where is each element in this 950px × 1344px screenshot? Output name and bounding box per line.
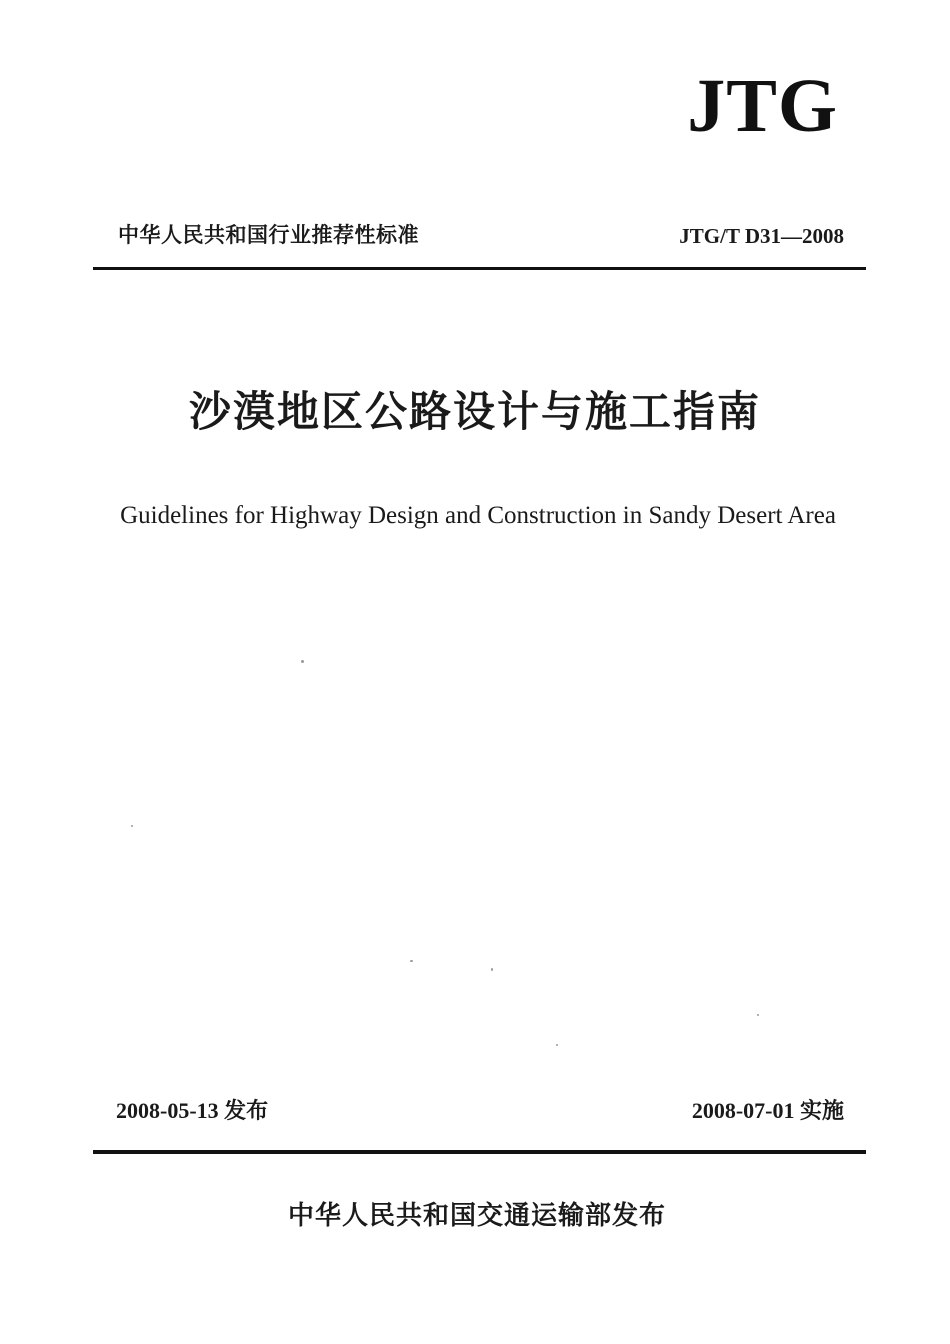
- top-divider: [93, 267, 866, 270]
- scan-speck: [410, 960, 413, 962]
- scan-speck: [491, 968, 493, 971]
- effective-date: 2008-07-01 实施: [691, 1098, 844, 1123]
- bottom-divider: [93, 1150, 866, 1154]
- standard-number: JTG/T D31—2008: [679, 224, 844, 248]
- jtg-logo: JTG: [687, 64, 838, 148]
- scan-speck: [131, 825, 133, 827]
- title-english: Guidelines for Highway Design and Construction in Sandy Desert Area: [120, 502, 836, 529]
- title-chinese: 沙漠地区公路设计与施工指南: [188, 387, 761, 436]
- publisher: 中华人民共和国交通运输部发布: [287, 1201, 666, 1231]
- scan-speck: [301, 660, 304, 663]
- issue-date: 2008-05-13 发布: [116, 1098, 269, 1123]
- scan-speck: [757, 1014, 759, 1016]
- scan-speck: [556, 1044, 558, 1046]
- standard-category: 中华人民共和国行业推荐性标准: [118, 223, 419, 247]
